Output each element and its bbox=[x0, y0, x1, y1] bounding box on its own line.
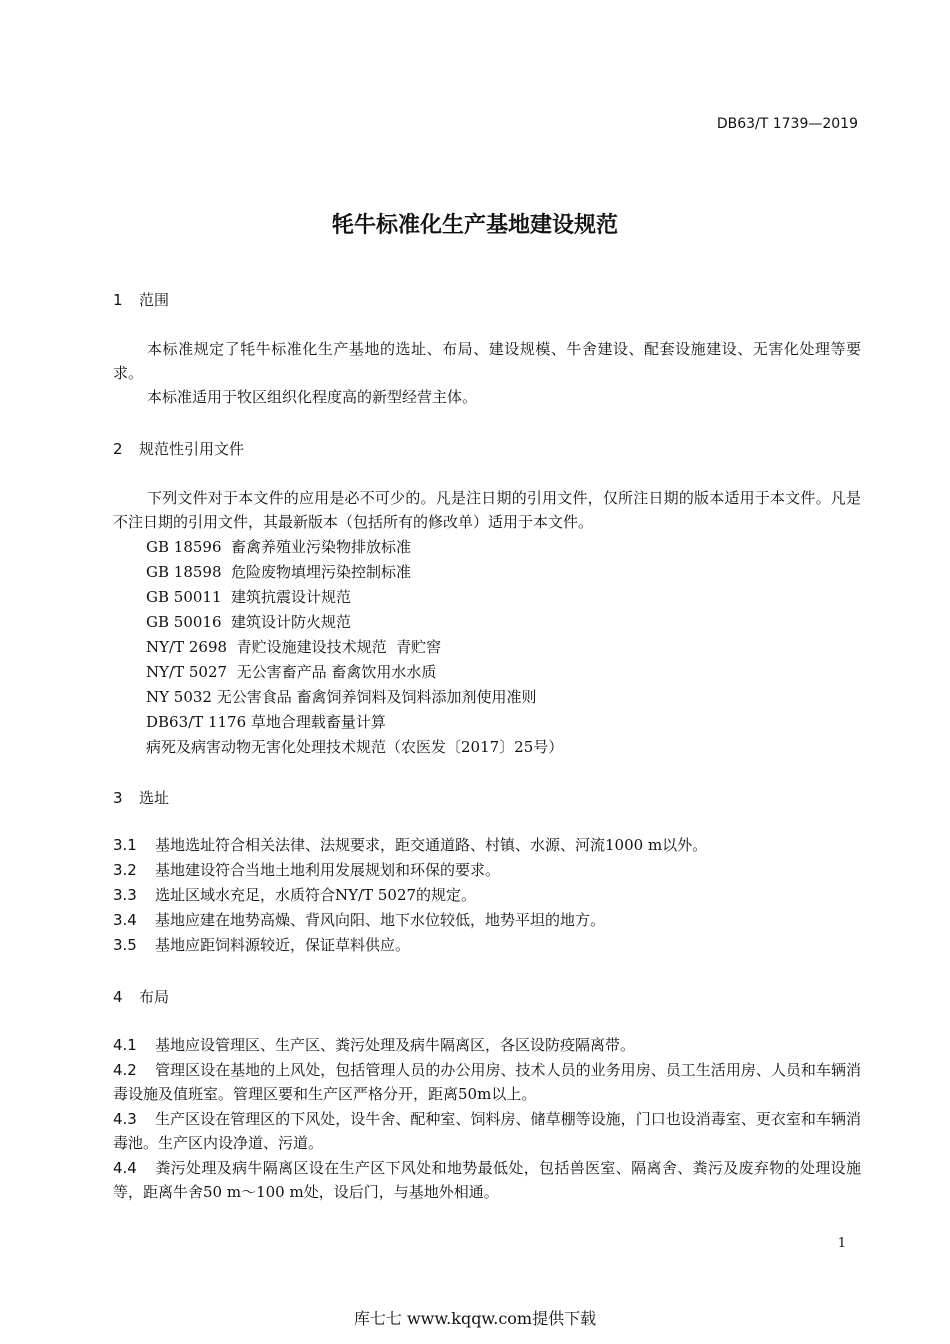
clause-text: 基地建设符合当地土地利用发展规划和环保的要求。 bbox=[155, 861, 501, 879]
reference-item: NY 5032 无公害食品 畜禽饲养饲料及饲料添加剂使用准则 bbox=[146, 688, 537, 706]
reference-item: GB 18598 危险废物填埋污染控制标准 bbox=[146, 563, 412, 581]
reference-item: NY/T 5027 无公害畜产品 畜禽饮用水水质 bbox=[146, 663, 437, 681]
clause bbox=[113, 908, 861, 932]
clause-text: 基地选址符合相关法律、法规要求，距交通道路、村镇、水源、河流1000 m以外。 bbox=[155, 836, 708, 854]
section-heading-2 bbox=[113, 438, 244, 459]
clause-text: 管理区设在基地的上风处，包括管理人员的办公用房、技术人员的业务用房、员工生活用房、人员和车辆消毒设施及值班室。管理区要和生产区严格分开，距离50m以上。 bbox=[113, 1061, 861, 1103]
reference-item: 病死及病害动物无害化处理技术规范（农医发〔2017〕25号） bbox=[146, 738, 564, 756]
document-title: 牦牛标准化生产基地建设规范 bbox=[331, 213, 618, 238]
clause bbox=[113, 833, 861, 857]
section-heading-4 bbox=[113, 986, 169, 1007]
clause bbox=[113, 933, 861, 957]
reference-item: NY/T 2698 青贮设施建设技术规范 青贮窖 bbox=[146, 638, 442, 656]
reference-item: GB 18596 畜禽养殖业污染物排放标准 bbox=[146, 538, 412, 556]
clause-number: 3.5 bbox=[113, 936, 137, 954]
clause-text: 粪污处理及病牛隔离区设在生产区下风处和地势最低处，包括兽医室、隔离舍、粪污及废弃物的处理设施等，距离牛舍50 m～100 m处，设后门，与基地外相通。 bbox=[113, 1159, 861, 1201]
section-heading-1 bbox=[113, 289, 169, 310]
reference-item: GB 50011 建筑抗震设计规范 bbox=[146, 588, 352, 606]
section-number: 4 bbox=[113, 988, 123, 1006]
download-footer: 库七七 www.kqqw.com提供下载 bbox=[353, 1309, 597, 1328]
document-number: DB63/T 1739—2019 bbox=[716, 116, 858, 132]
clause-number: 4.3 bbox=[113, 1110, 137, 1128]
reference-item: GB 50016 建筑设计防火规范 bbox=[146, 613, 352, 631]
clause bbox=[113, 1058, 861, 1106]
paragraph: 本标准适用于牧区组织化程度高的新型经营主体。 bbox=[147, 388, 478, 406]
clause-number: 3.4 bbox=[113, 911, 137, 929]
paragraph: 本标准规定了牦牛标准化生产基地的选址、布局、建设规模、牛舍建设、配套设施建设、无害化处理等要求。 bbox=[113, 340, 861, 382]
clause bbox=[113, 883, 861, 907]
clause bbox=[113, 1107, 861, 1155]
reference-item: DB63/T 1176 草地合理载畜量计算 bbox=[146, 713, 386, 731]
clause-number: 4.1 bbox=[113, 1036, 137, 1054]
paragraph: 下列文件对于本文件的应用是必不可少的。凡是注日期的引用文件，仅所注日期的版本适用于本文件。凡是不注日期的引用文件，其最新版本（包括所有的修改单）适用于本文件。 bbox=[113, 489, 861, 531]
clause-number: 4.4 bbox=[113, 1159, 137, 1177]
clause-text: 基地应建在地势高燥、背风向阳、地下水位较低，地势平坦的地方。 bbox=[155, 911, 606, 929]
clause-number: 4.2 bbox=[113, 1061, 137, 1079]
clause-number: 3.2 bbox=[113, 861, 137, 879]
section-title: 规范性引用文件 bbox=[139, 440, 245, 458]
clause-text: 选址区域水充足，水质符合NY/T 5027的规定。 bbox=[155, 886, 477, 904]
clause bbox=[113, 1156, 861, 1204]
section-number: 1 bbox=[113, 291, 123, 309]
clause-text: 生产区设在管理区的下风处，设牛舍、配种室、饲料房、储草棚等设施，门口也设消毒室、更衣室和车辆消毒池。生产区内设净道、污道。 bbox=[113, 1110, 861, 1152]
page-number: 1 bbox=[837, 1236, 846, 1251]
clause bbox=[113, 1033, 861, 1057]
clause bbox=[113, 858, 861, 882]
clause-number: 3.3 bbox=[113, 886, 137, 904]
section-title: 布局 bbox=[139, 988, 170, 1006]
section-number: 3 bbox=[113, 789, 123, 807]
section-heading-3 bbox=[113, 787, 169, 808]
section-title: 范围 bbox=[139, 291, 170, 309]
clause-text: 基地应设管理区、生产区、粪污处理及病牛隔离区，各区设防疫隔离带。 bbox=[155, 1036, 636, 1054]
section-title: 选址 bbox=[139, 789, 170, 807]
clause-text: 基地应距饲料源较近，保证草料供应。 bbox=[155, 936, 411, 954]
section-number: 2 bbox=[113, 440, 123, 458]
clause-number: 3.1 bbox=[113, 836, 137, 854]
